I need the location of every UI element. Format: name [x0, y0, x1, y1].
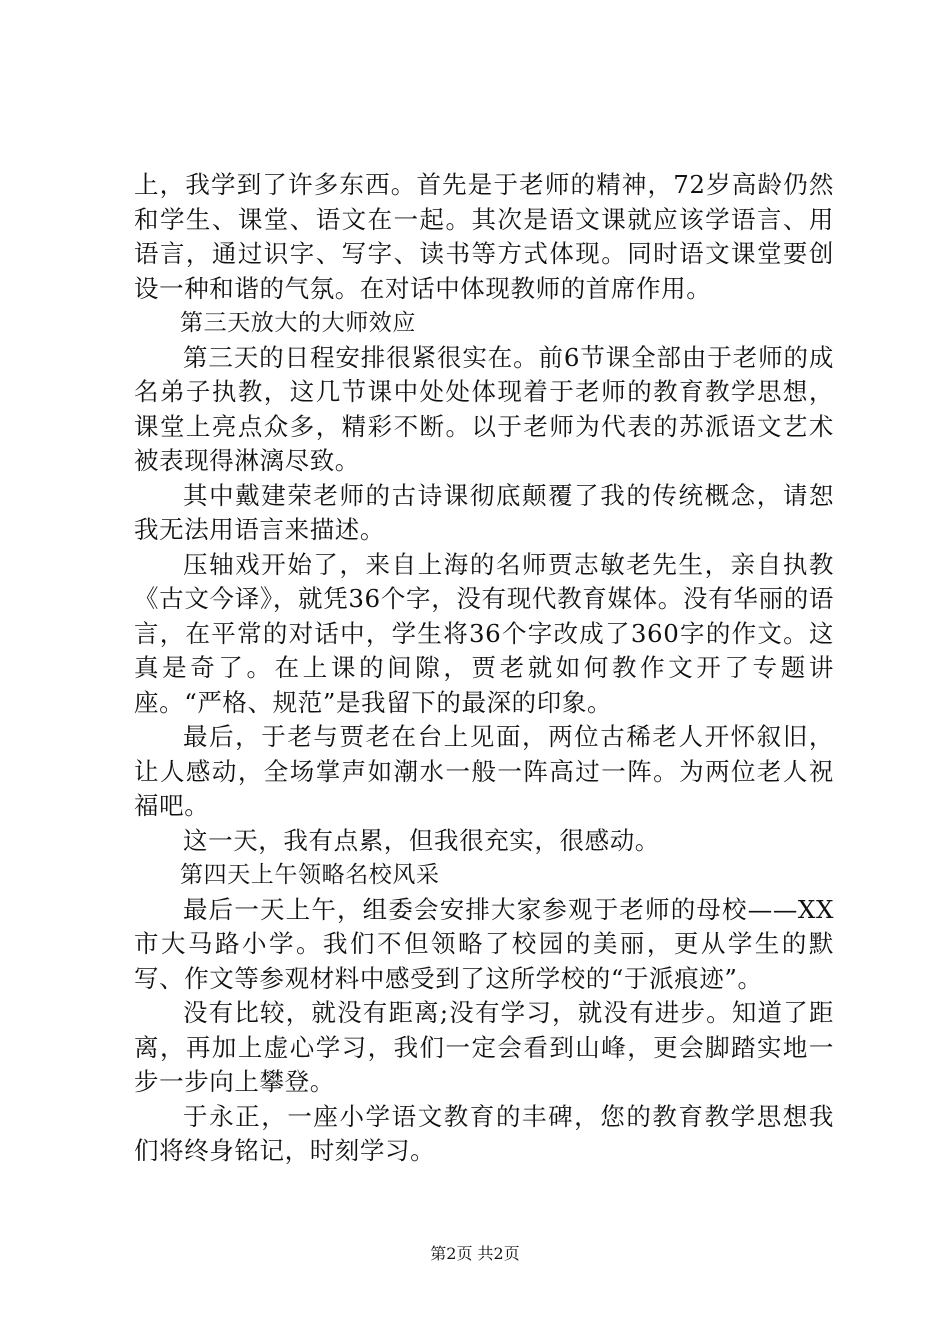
paragraph-reflection: 没有比较，就没有距离;没有学习，就没有进步。知道了距离，再加上虚心学习，我们一定会看到山峰，更会脚踏实地一步一步向上攀登。 [134, 998, 834, 1096]
paragraph-continuation: 上，我学到了许多东西。首先是于老师的精神，72岁高龄仍然和学生、课堂、语文在一起。其次是语文课就应该学语言、用语言，通过识字、写字、读书等方式体现。同时语文课堂要创设一种和谐的气氛。在对话中体现教师的首席作用。 [134, 170, 834, 303]
paragraph-closing: 于永正，一座小学语文教育的丰碑，您的教育教学思想我们将终身铭记，时刻学习。 [134, 1101, 834, 1165]
paragraph-poetry-class: 其中戴建荣老师的古诗课彻底颠覆了我的传统概念，请恕我无法用语言来描述。 [134, 480, 834, 544]
paragraph-day-summary: 这一天，我有点累，但我很充实，很感动。 [183, 825, 660, 855]
section-heading-day-three: 第三天放大的大师效应 [180, 310, 416, 336]
paragraph-teachers-meeting: 最后，于老与贾老在台上见面，两位古稀老人开怀叙旧，让人感动，全场掌声如潮水一般一阵高过一阵。为两位老人祝福吧。 [134, 722, 834, 820]
page-number-footer: 第2页 共2页 [430, 1244, 520, 1263]
document-body [134, 168, 834, 1169]
paragraph-finale-class: 压轴戏开始了，来自上海的名师贾志敏老先生，亲自执教《古文今译》，就凭36个字，没有现代教育媒体。没有华丽的语言，在平常的对话中，学生将36个字改成了360字的作文。这真是奇了。在上课的间隙，贾老就如何教作文开了专题讲座。“严格、规范”是我留下的最深的印象。 [134, 549, 834, 717]
paragraph-day-three-schedule: 第三天的日程安排很紧很实在。前6节课全部由于老师的成名弟子执教，这几节课中处处体现着于老师的教育教学思想，课堂上亮点众多，精彩不断。以于老师为代表的苏派语文艺术被表现得淋漓尽致。 [134, 342, 834, 475]
paragraph-school-visit: 最后一天上午，组委会安排大家参观于老师的母校——XX市大马路小学。我们不但领略了校园的美丽，更从学生的默写、作文等参观材料中感受到了这所学校的“于派痕迹”。 [134, 894, 834, 993]
section-heading-day-four: 第四天上午领略名校风采 [180, 862, 440, 888]
